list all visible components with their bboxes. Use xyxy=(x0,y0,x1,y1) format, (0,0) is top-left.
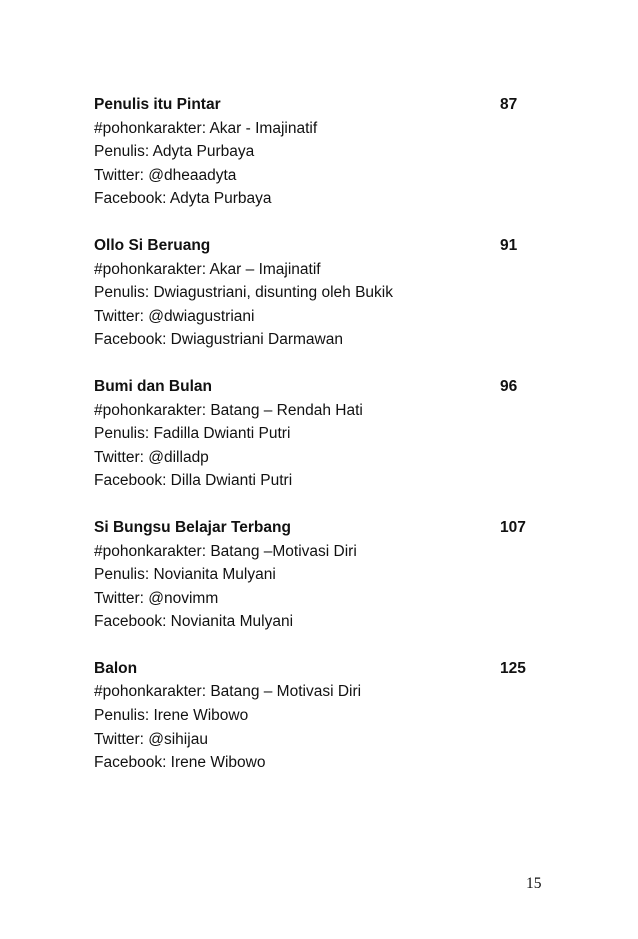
toc-entry xyxy=(94,234,540,352)
entry-character-tag: #pohonkarakter: Batang – Motivasi Diri xyxy=(94,683,362,701)
entry-page-number: 91 xyxy=(500,236,518,254)
entry-author: Penulis: Novianita Mulyani xyxy=(94,566,276,584)
page-number: 15 xyxy=(526,875,542,892)
entry-author: Penulis: Irene Wibowo xyxy=(94,707,249,725)
entry-facebook: Facebook: Dwiagustriani Darmawan xyxy=(94,331,343,349)
entry-twitter: Twitter: @sihijau xyxy=(94,730,208,748)
toc-entry xyxy=(94,375,540,493)
entry-title: Balon xyxy=(94,659,138,677)
entry-author: Penulis: Adyta Purbaya xyxy=(94,143,255,161)
entry-twitter: Twitter: @dwiagustriani xyxy=(94,307,255,325)
entry-title: Penulis itu Pintar xyxy=(94,96,221,113)
toc-entry-header xyxy=(94,657,540,681)
entry-page-number: 107 xyxy=(500,518,526,536)
entry-twitter: Twitter: @dilladp xyxy=(94,448,209,466)
entry-author: Penulis: Dwiagustriani, disunting oleh Bukik xyxy=(94,284,393,302)
table-of-contents xyxy=(94,93,540,798)
toc-entry xyxy=(94,516,540,634)
entry-title: Si Bungsu Belajar Terbang xyxy=(94,518,291,536)
toc-entry-header xyxy=(94,516,540,540)
entry-character-tag: #pohonkarakter: Akar – Imajinatif xyxy=(94,260,321,278)
entry-page-number: 96 xyxy=(500,377,518,395)
toc-entry-header xyxy=(94,93,540,117)
toc-entry-header xyxy=(94,375,540,399)
toc-entry xyxy=(94,657,540,775)
entry-character-tag: #pohonkarakter: Batang – Rendah Hati xyxy=(94,401,363,419)
entry-author: Penulis: Fadilla Dwianti Putri xyxy=(94,425,291,443)
entry-character-tag: #pohonkarakter: Batang –Motivasi Diri xyxy=(94,542,357,560)
entry-twitter: Twitter: @novimm xyxy=(94,589,219,607)
entry-twitter: Twitter: @dheaadyta xyxy=(94,166,237,184)
entry-facebook: Facebook: Irene Wibowo xyxy=(94,754,266,772)
entry-page-number: 87 xyxy=(500,96,518,113)
entry-facebook: Facebook: Novianita Mulyani xyxy=(94,613,294,631)
entry-page-number: 125 xyxy=(500,659,526,677)
entry-title: Ollo Si Beruang xyxy=(94,236,211,254)
toc-entry xyxy=(94,93,540,211)
entry-facebook: Facebook: Adyta Purbaya xyxy=(94,190,272,208)
toc-entry-header xyxy=(94,234,540,258)
entry-facebook: Facebook: Dilla Dwianti Putri xyxy=(94,472,293,490)
entry-character-tag: #pohonkarakter: Akar - Imajinatif xyxy=(94,119,318,137)
entry-title: Bumi dan Bulan xyxy=(94,377,212,395)
